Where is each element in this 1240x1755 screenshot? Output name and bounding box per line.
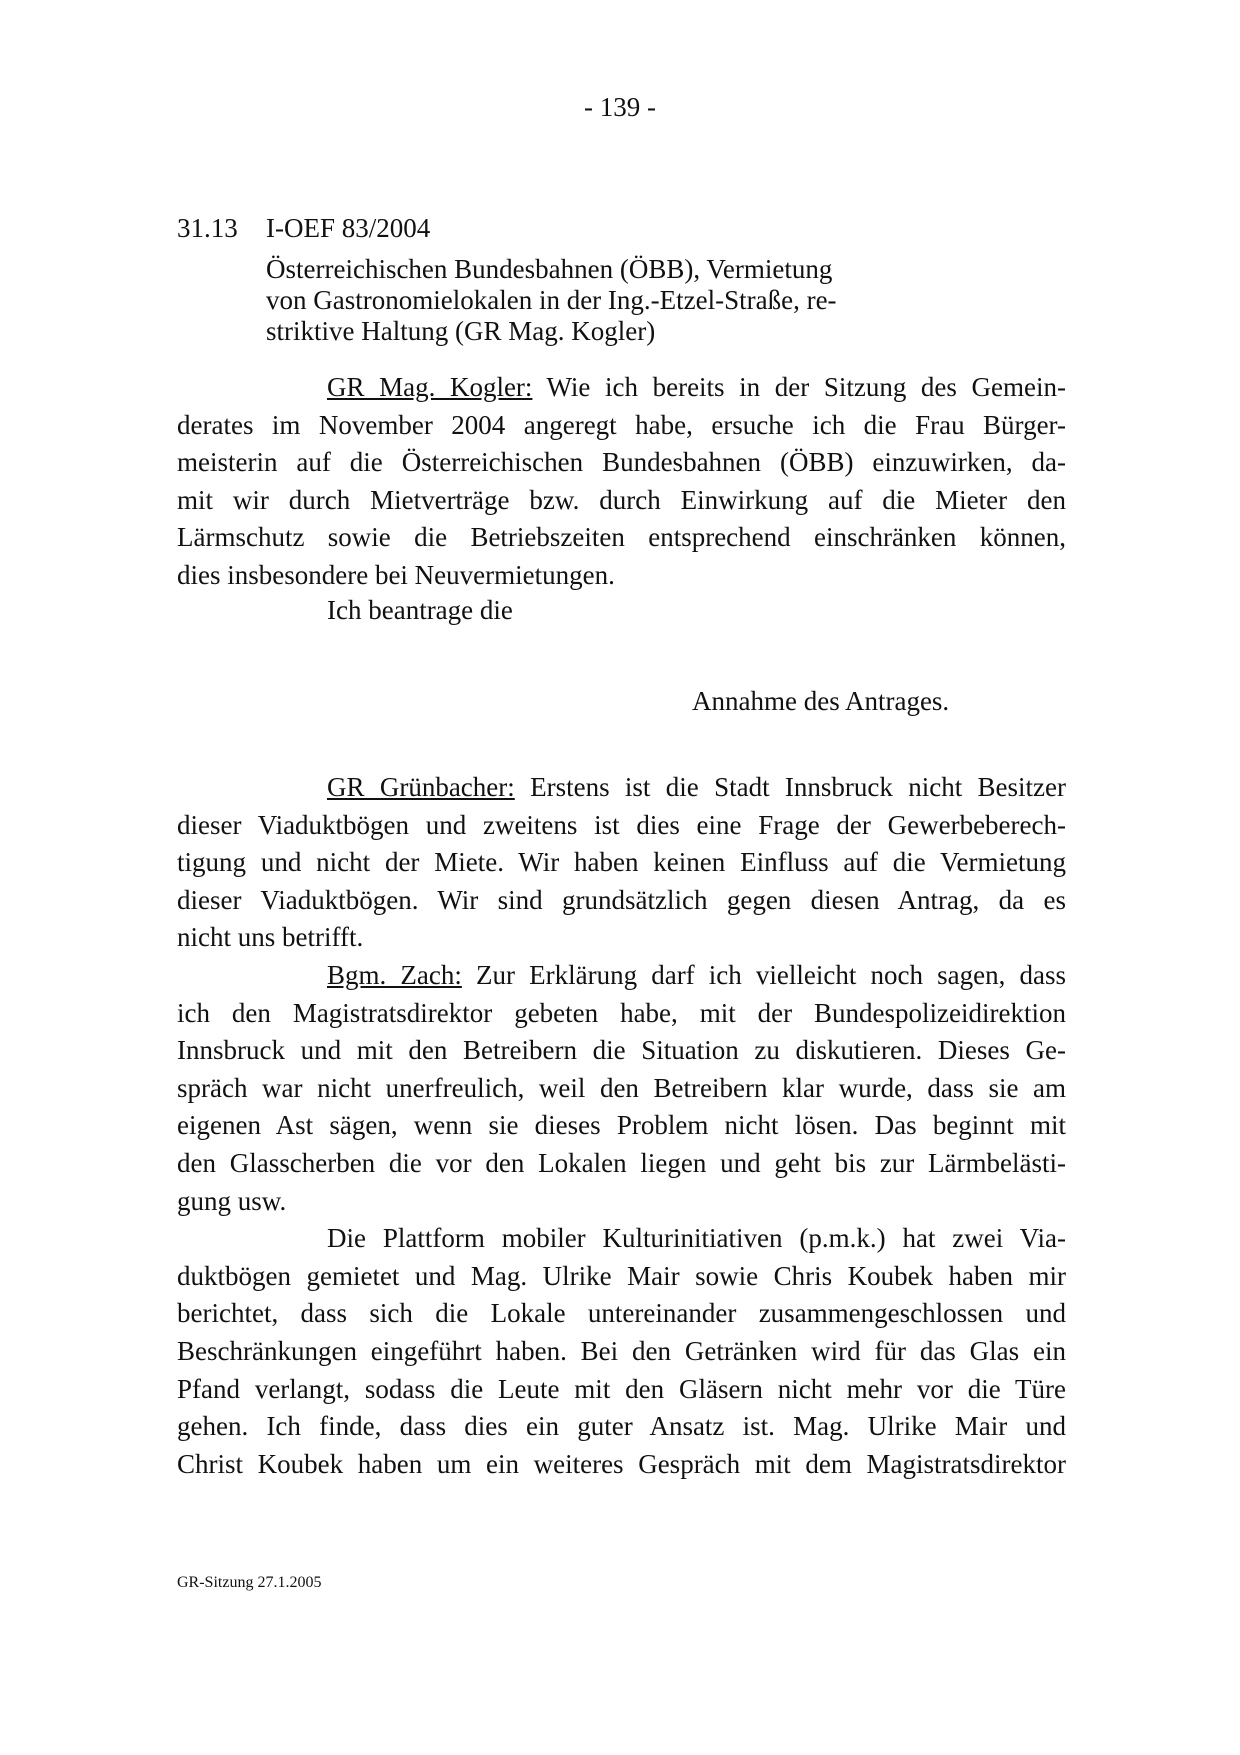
gruenbacher-statement — [177, 769, 1066, 957]
statement-line: den Glasscherben die vor den Lokalen liegen und geht bis zur Lärmbelästi- — [177, 1147, 1066, 1178]
footer-session-date: GR-Sitzung 27.1.2005 — [177, 1574, 322, 1591]
statement-first-line: GR Mag. Kogler: Wie ich bereits in der Sitzung des Gemein- — [327, 372, 1066, 402]
speaker-zach: Bgm. Zach: — [327, 960, 462, 990]
statement-line: tigung und nicht der Miete. Wir haben keinen Einfluss auf die Vermietung — [177, 847, 1066, 878]
statement-line: berichtet, dass sich die Lokale untereinander zusammengeschlossen und — [177, 1298, 1066, 1329]
zach-statement — [177, 957, 1066, 1483]
statement-line: ich den Magistratsdirektor gebeten habe, mit der Bundespolizeidirektion — [177, 997, 1066, 1028]
page-number: - 139 - — [584, 92, 656, 122]
statement-line: Innsbruck und mit den Betreibern die Situation zu diskutieren. Dieses Ge- — [177, 1035, 1066, 1066]
statement-line: derates im November 2004 angeregt habe, ersuche ich die Frau Bürger- — [177, 409, 1066, 440]
kogler-statement — [177, 369, 1066, 595]
title-line: striktive Haltung (GR Mag. Kogler) — [266, 316, 656, 346]
speaker-kogler: GR Mag. Kogler: — [327, 372, 533, 402]
statement-line: Pfand verlangt, sodass die Leute mit den Gläsern nicht mehr vor die Türe — [177, 1373, 1066, 1404]
title-line: Österreichischen Bundesbahnen (ÖBB), Vermietung — [266, 254, 833, 284]
statement-line: dieser Viaduktbögen und zweitens ist dies eine Frage der Gewerbeberech- — [177, 809, 1066, 840]
statement-first-line: GR Grünbacher: Erstens ist die Stadt Innsbruck nicht Besitzer — [327, 772, 1066, 802]
statement-line: duktbögen gemietet und Mag. Ulrike Mair sowie Chris Koubek haben mir — [177, 1260, 1066, 1291]
statement-line: nicht uns betrifft. — [177, 922, 364, 953]
statement-line: Die Plattform mobiler Kulturinitiativen (p.m.k.) hat zwei Via- — [327, 1223, 1066, 1254]
statement-line: Beschränkungen eingeführt haben. Bei den Getränken wird für das Glas ein — [177, 1335, 1066, 1366]
statement-line: dies insbesondere bei Neuvermietungen. — [177, 559, 615, 590]
agenda-item-reference: I-OEF 83/2004 — [266, 213, 431, 243]
agenda-item-heading — [177, 210, 430, 246]
statement-line: meisterin auf die Österreichischen Bundesbahnen (ÖBB) einzuwirken, da- — [177, 447, 1066, 478]
agenda-item-title — [266, 254, 906, 347]
speaker-gruenbacher: GR Grünbacher: — [327, 772, 515, 802]
statement-line: spräch war nicht unerfreulich, weil den Betreibern klar wurde, dass sie am — [177, 1072, 1066, 1103]
title-line: von Gastronomielokalen in der Ing.-Etzel-Straße, re- — [266, 285, 837, 315]
statement-line: mit wir durch Mietverträge bzw. durch Einwirkung auf die Mieter den — [177, 484, 1066, 515]
statement-line: gehen. Ich finde, dass dies ein guter Ansatz ist. Mag. Ulrike Mair und — [177, 1411, 1066, 1442]
statement-line: eigenen Ast sägen, wenn sie dieses Problem nicht lösen. Das beginnt mit — [177, 1110, 1066, 1141]
agenda-item-number: 31.13 — [177, 213, 238, 243]
statement-first-line: Bgm. Zach: Zur Erklärung darf ich vielleicht noch sagen, dass — [327, 960, 1066, 990]
statement-line: Lärmschutz sowie die Betriebszeiten entsprechend einschränken können, — [177, 522, 1066, 553]
statement-line: Christ Koubek haben um ein weiteres Gespräch mit dem Magistratsdirektor — [177, 1448, 1066, 1479]
proposal-text: Ich beantrage die — [327, 595, 513, 625]
statement-line: gung usw. — [177, 1185, 287, 1216]
acceptance-text: Annahme des Antrages. — [692, 686, 950, 716]
statement-line: dieser Viaduktbögen. Wir sind grundsätzlich gegen diesen Antrag, da es — [177, 884, 1066, 915]
